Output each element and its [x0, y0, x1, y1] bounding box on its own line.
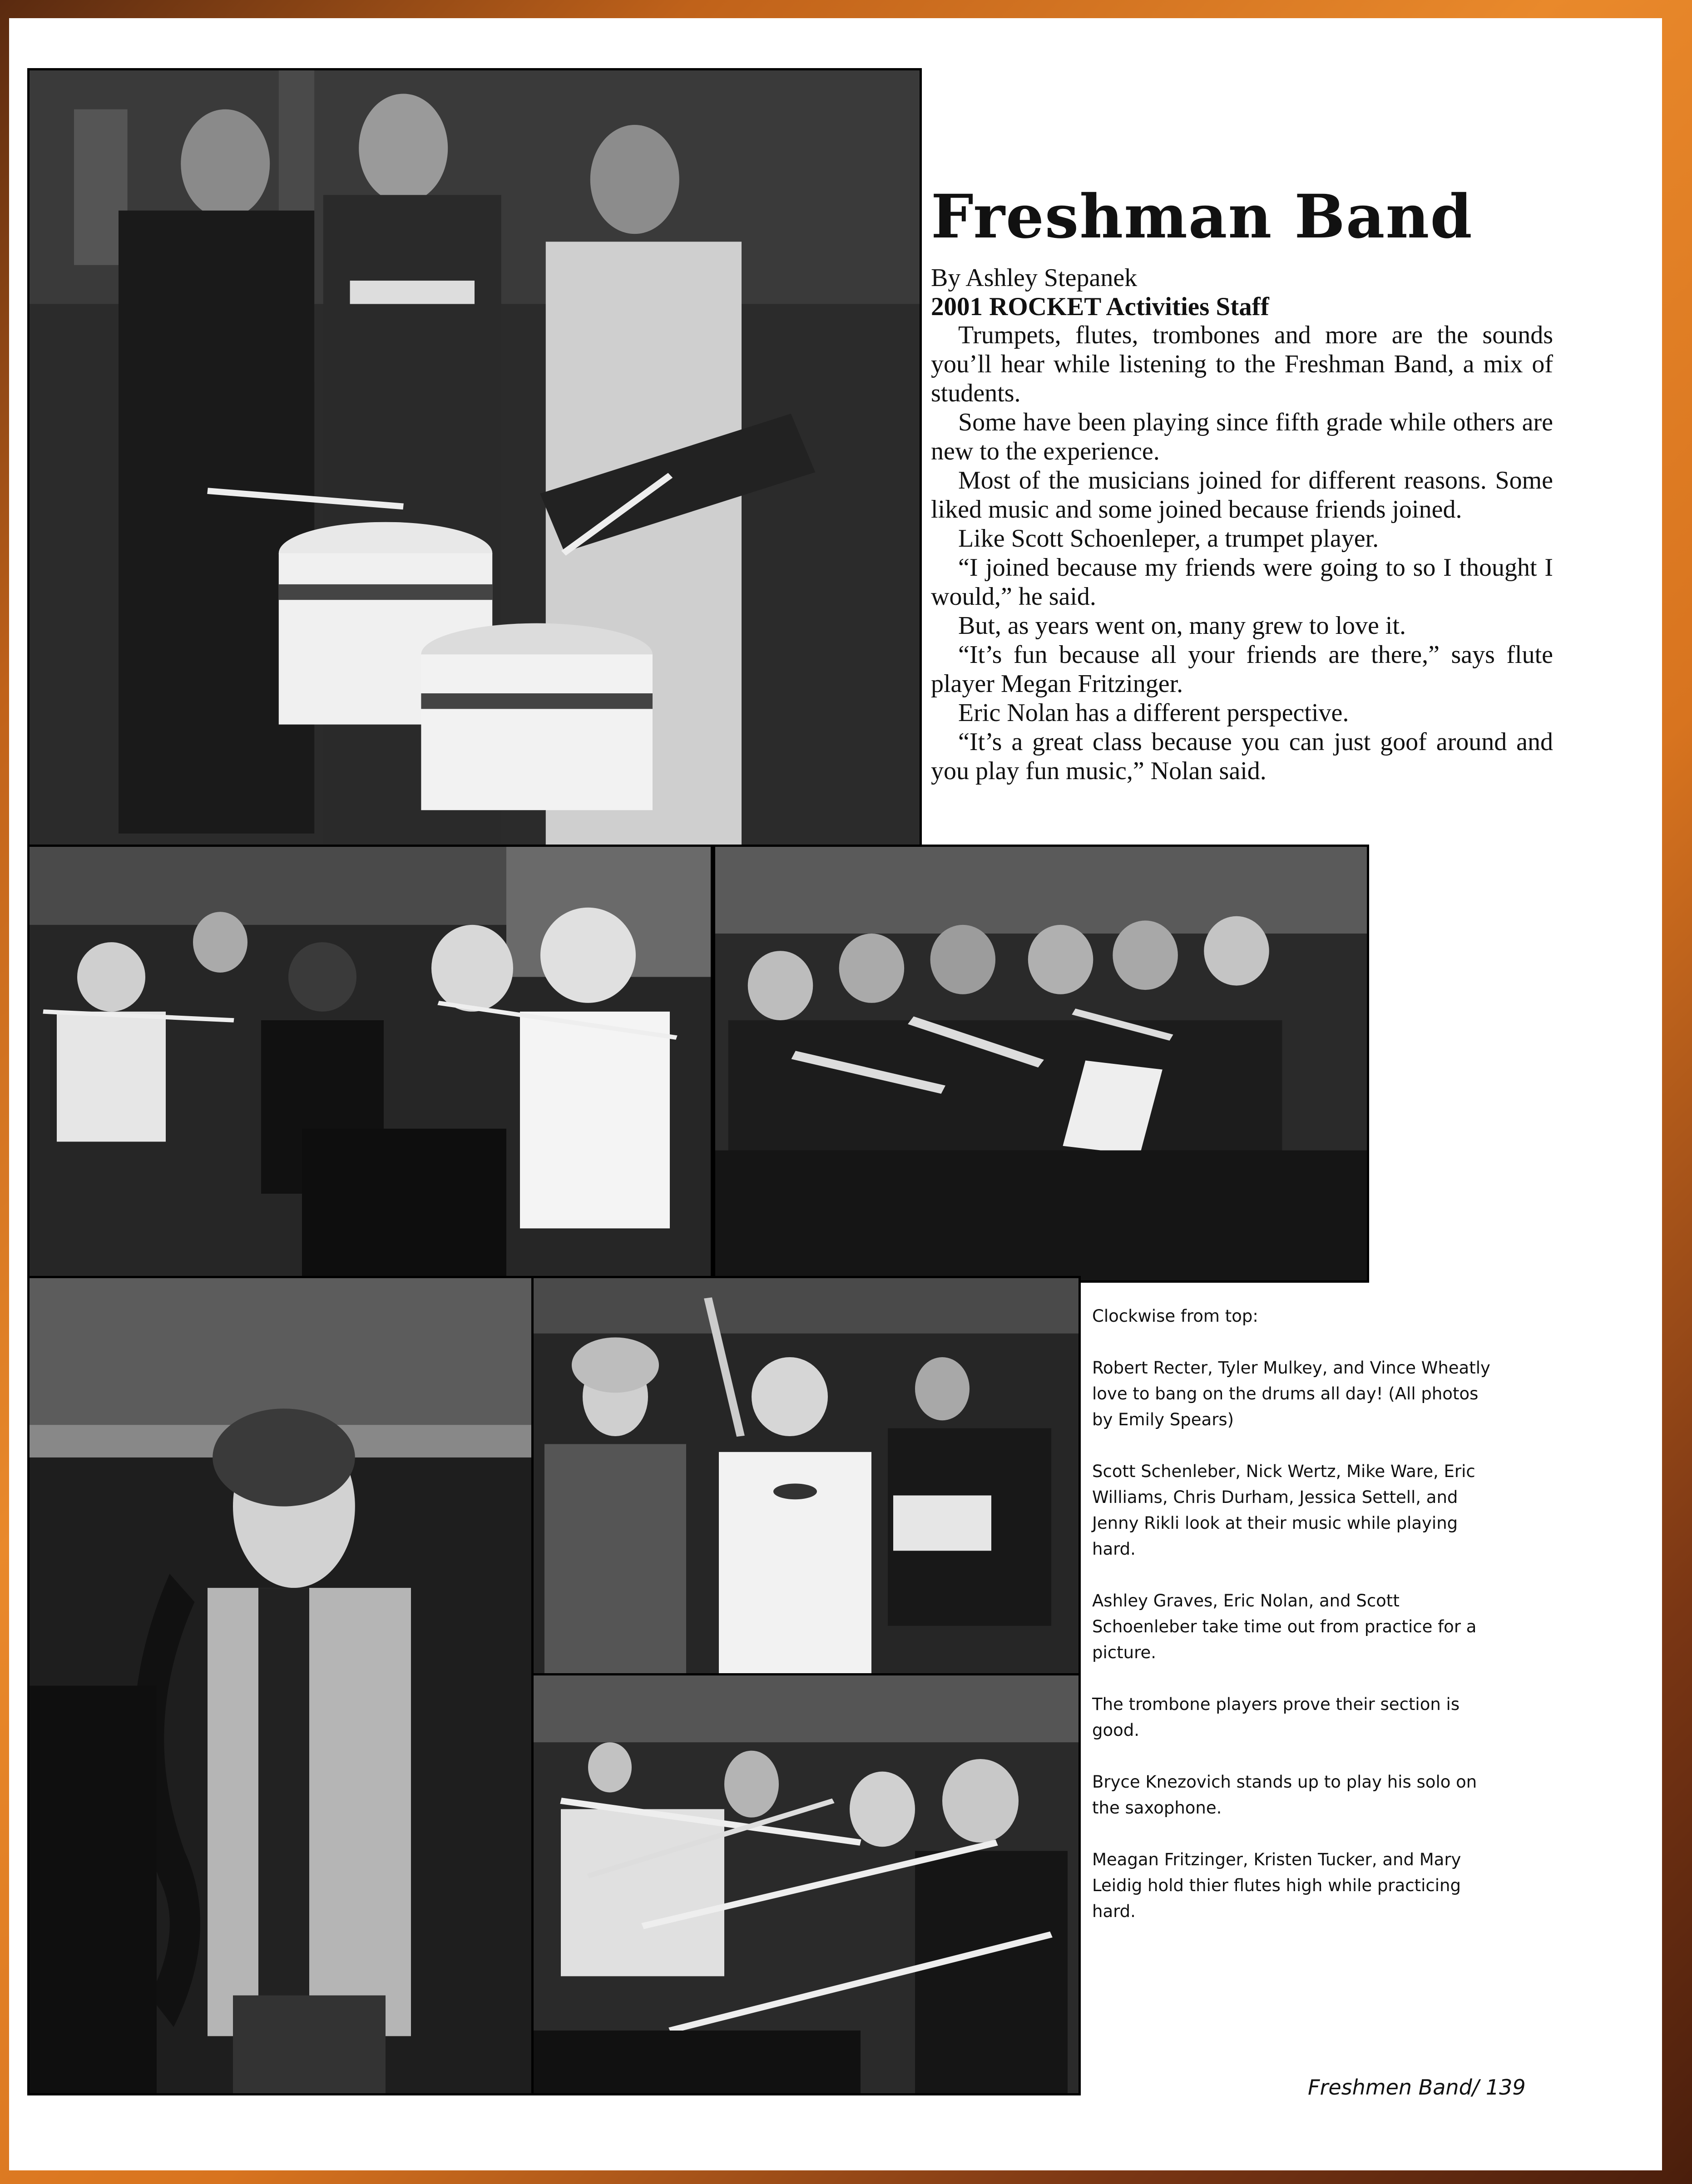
yearbook-page	[9, 18, 1662, 2170]
drumline-photo	[27, 68, 922, 851]
students-portrait-photo	[531, 1276, 1081, 1675]
paragraph: Most of the musicians joined for different reasons. Some liked music and some joined because friends joined.	[931, 466, 1553, 524]
paragraph: Like Scott Schoenleper, a trumpet player.	[958, 524, 1379, 553]
saxophone-solo-photo	[27, 1276, 540, 2095]
caption-item: Scott Schenleber, Nick Wertz, Mike Ware, Eric Williams, Chris Durham, Jessica Settell, and Jenny Rikli look at their music while playing hard.	[1092, 1462, 1475, 1559]
page-folio: Freshmen Band/ 139	[1308, 2075, 1526, 2100]
paragraph: Some have been playing since fifth grade while others are new to the experience.	[931, 408, 1553, 465]
captions-heading: Clockwise from top:	[1092, 1306, 1258, 1326]
author: By Ashley Stepanek	[931, 264, 1138, 292]
photo-captions	[1092, 1303, 1501, 1950]
paragraph: “It’s fun because all your friends are there,” says flute player Megan Fritzinger.	[931, 641, 1553, 698]
paragraph: Trumpets, flutes, trombones and more are the sounds you’ll hear while listening to the Freshman Band, a mix of students.	[931, 321, 1553, 407]
paragraph: But, as years went on, many grew to love it.	[958, 612, 1406, 640]
staff-line: 2001 ROCKET Activities Staff	[931, 292, 1269, 321]
caption-item: Robert Recter, Tyler Mulkey, and Vince Wheatly love to bang on the drums all day! (All photos by Emily Spears)	[1092, 1358, 1490, 1429]
trombone-section-photo	[531, 1673, 1081, 2095]
caption-item: The trombone players prove their section is good.	[1092, 1695, 1460, 1740]
byline	[931, 263, 1553, 321]
paragraph: “It’s a great class because you can just goof around and you play fun music,” Nolan said.	[931, 728, 1553, 785]
flute-section-photo	[27, 845, 713, 1283]
paragraph: Eric Nolan has a different perspective.	[958, 699, 1349, 727]
trumpet-section-photo	[713, 845, 1369, 1283]
paragraph: “I joined because my friends were going to so I thought I would,” he said.	[931, 553, 1553, 611]
caption-item: Bryce Knezovich stands up to play his solo on the saxophone.	[1092, 1772, 1477, 1818]
caption-item: Ashley Graves, Eric Nolan, and Scott Schoenleber take time out from practice for a picture.	[1092, 1591, 1477, 1662]
article-body	[931, 321, 1553, 786]
caption-item: Meagan Fritzinger, Kristen Tucker, and Mary Leidig hold thier flutes high while practicing hard.	[1092, 1850, 1461, 1921]
article-title: Freshman Band	[931, 182, 1473, 252]
